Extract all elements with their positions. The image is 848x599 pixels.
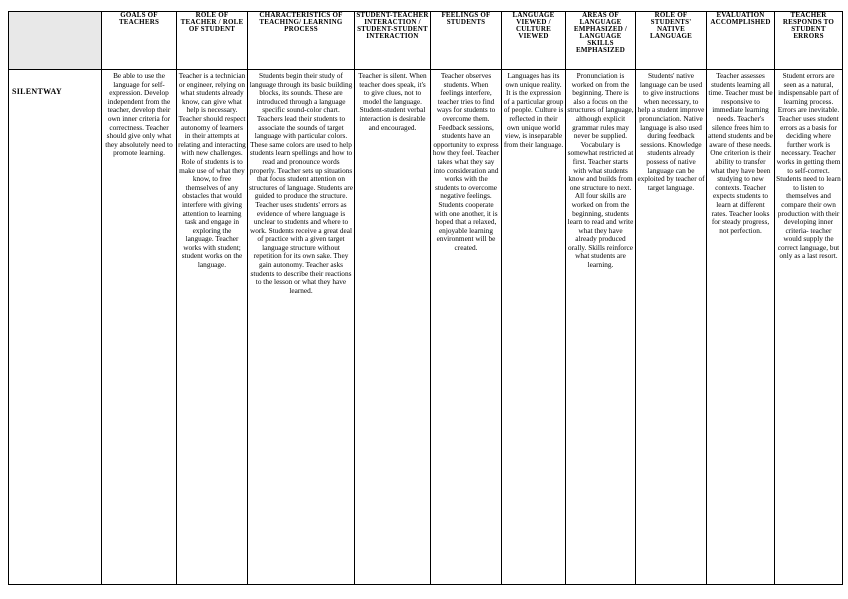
header-errors: TEACHER RESPONDS TO STUDENT ERRORS xyxy=(775,12,843,70)
header-goals: GOALS OF TEACHERS xyxy=(102,12,177,70)
cell-areas: Pronunciation is worked on from the beginning. There is also a focus on the structures of language, although explicit grammar rules may never be supplied. Vocabulary is somewhat restricted at first. Teacher starts with what students know and builds from one structure to next. All four skills are worked on from the beginning, students learn to read and write what they have already produced orally. Skills reinforce what students are learning. xyxy=(566,70,636,585)
cell-feelings: Teacher observes students. When feelings interfere, teacher tries to find ways for students to overcome them. Feedback sessions, students have an opportunity to express how they feel. Teacher takes what they say into consideration and works with the students to overcome negative feelings. Students cooperate with one another, it is hoped that a relaxed, enjoyable learning environment will be created. xyxy=(431,70,502,585)
header-corner-cell xyxy=(9,12,102,70)
cell-native-language: Students' native language can be used to give instructions when necessary, to help a student improve pronunciation. Native language is also used during feedback sessions. Knowledge students already possess of native language can be exploited by teacher of target language. xyxy=(636,70,707,585)
header-language-culture: LANGUAGE VIEWED / CULTURE VIEWED xyxy=(502,12,566,70)
header-roles: ROLE OF TEACHER / ROLE OF STUDENT xyxy=(177,12,248,70)
methods-table xyxy=(8,11,843,585)
header-native-language: ROLE OF STUDENTS' NATIVE LANGUAGE xyxy=(636,12,707,70)
header-areas: AREAS OF LANGUAGE EMPHASIZED / LANGUAGE SKILLS EMPHASIZED xyxy=(566,12,636,70)
header-feelings: FEELINGS OF STUDENTS xyxy=(431,12,502,70)
table-row xyxy=(9,70,843,585)
header-evaluation: EVALUATION ACCOMPLISHED xyxy=(707,12,775,70)
cell-goals: Be able to use the language for self-expression. Develop independent from the teacher, develop their own inner criteria for correctness. Teacher should give only what they absolutely need to promote learning. xyxy=(102,70,177,585)
cell-evaluation: Teacher assesses students learning all time. Teacher must be responsive to immediate learning needs. Teacher's silence frees him to attend students and be aware of these needs. One criterion is their ability to transfer what they have been studying to new contexts. Teacher expects students to learn at different rates. Teacher looks for steady progress, not perfection. xyxy=(707,70,775,585)
cell-language-culture: Languages has its own unique reality. It is the expression of a particular group of people. Culture is reflected in their own unique world view, is inseparable from their language. xyxy=(502,70,566,585)
cell-interaction: Teacher is silent. When teacher does speak, it's to give clues, not to model the language. Student-student verbal interaction is desirable and encouraged. xyxy=(355,70,431,585)
cell-errors: Student errors are seen as a natural, indispensable part of learning process. Errors are inevitable. Teacher uses student errors as a basis for deciding where further work is necessary. Teacher works in getting them to self-correct. Students need to learn to listen to themselves and compare their own production with their developing inner criteria- teacher would supply the correct language, but only as a last resort. xyxy=(775,70,843,585)
header-interaction: STUDENT-TEACHER INTERACTION / STUDENT-STUDENT INTERACTION xyxy=(355,12,431,70)
method-name: SILENTWAY xyxy=(9,70,102,585)
header-characteristics: CHARACTERISTICS OF TEACHING/ LEARNING PROCESS xyxy=(248,12,355,70)
cell-roles: Teacher is a technician or engineer, relying on what students already know, can give what help is necessary. Teacher should respect autonomy of learners in their attempts at relating and interacting with new challenges. Role of students is to make use of what they know, to free themselves of any obstacles that would interfere with giving attention to learning task and engage in exploring the language. Teacher works with student; student works on the language. xyxy=(177,70,248,585)
cell-characteristics: Students begin their study of language through its basic building blocks, its sounds. These are introduced through a language specific sound-color chart. Teachers lead their students to associate the sounds of target language with particular colors. These same colors are used to help students learn spellings and how to read and pronounce words properly. Teacher sets up situations that focus student attention on structures of language. Students are guided to produce the structure. Teacher uses students' errors as evidence of where language is unclear to students and where to work. Students receive a great deal of practice with a given target language structure without repetition for its own sake. They gain autonomy. Teacher asks students to describe their reactions to the lesson or what they have learned. xyxy=(248,70,355,585)
header-row xyxy=(9,12,843,70)
